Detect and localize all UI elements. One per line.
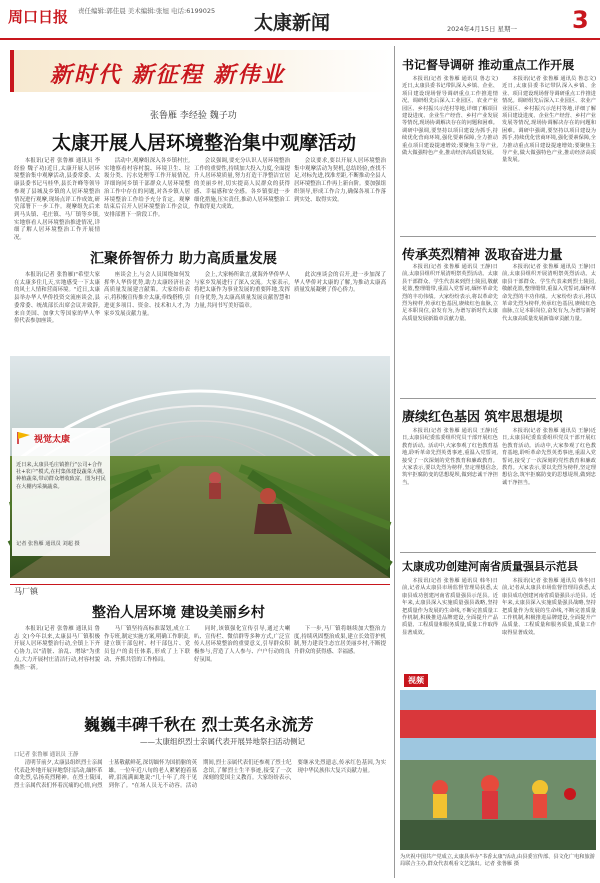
photo-tag: 视觉太康: [34, 435, 71, 445]
right-a4-col-2: 本报讯(记者 张鲁雁 通讯员 韩冬)日前,记者从太康县市场监督管理局获悉,太康县成功创建河南省质量强县示范县。近年来,太康县深入实施质量强县战略,坚持把质量作为发展的生命线,不断完善质量工作机制,积极推进品牌建设,全面提升产品质量、工程质量和服务质量,质量工作取得显著成效。: [502, 578, 596, 636]
lead-col-2: 活动中,观摩组深入各乡镇村庄,实地察看村容村貌、环境卫生、垃圾分类、污水处理等工作开展情况,详细询问乡镇干部群众人居环境整治工作中存在的问题,对各乡镇人居环境整治工作给予充分肯定。观摩结束后召开人居环境整治工作会议,安排部署下一阶段工作。: [104, 158, 190, 218]
lead-authors: 张鲁雁 李经验 魏子功: [150, 111, 237, 121]
video-tag: 视频: [404, 674, 428, 687]
performance-illustration: [400, 690, 596, 850]
article2-col-1: 本报讯(记者 张鲁雁)"希望大家在太康多住几天,实地感受一下太康的风土人情和营商环境。"近日,太康县举办华人华侨投资交流座谈会,县委常委、统战部长出席会议并致辞,来自美国、加拿大等国家的华人华侨代表参加座谈。: [14, 272, 100, 325]
section-ma-col-4: 下一步,马厂镇将继续加大整治力度,持续巩固整治成果,建立长效管护机制,努力建设生态宜居美丽乡村,不断提升群众的获得感、幸福感。: [294, 626, 386, 656]
section-title: 太康新闻: [254, 12, 331, 34]
right-divider-1: [400, 236, 596, 237]
right-a2-headline[interactable]: 传承英烈精神 汲取奋进力量: [402, 248, 563, 263]
feature-subtitle: ——太康组织烈士亲属代表开展异地祭扫活动侧记: [140, 737, 305, 746]
page-number: 3: [572, 6, 589, 34]
right-a3-col-1: 本报讯(记者 张鲁雁 通讯员 王静)近日,太康县纪委监委组织党员干部开展红色教育活动。活动中,大家参观了红色教育基地,聆听革命先烈英勇事迹,重温入党誓词,接受了一次深刻的党性教育和廉政教育。大家表示,要以先烈为榜样,坚定理想信念,筑牢拒腐防变的思想堤坝,做到忠诚干净担当。: [402, 428, 498, 486]
newspaper-logo: 周口日报: [8, 8, 69, 26]
lead-headline[interactable]: 太康开展人居环境整治集中观摩活动: [51, 132, 356, 154]
performance-photo[interactable]: [400, 690, 596, 850]
photo-caption-text: 近日来,太康县毛庄镇推行"公司+合作社+农户"模式,在村集体建设蔬菜大棚,种植蔬菜,带动群众增收致富。图为村民在大棚内采摘蔬菜。: [16, 462, 106, 490]
article2-col-3: 会上,大家畅所欲言,就海外华侨华人与家乡发展进行了深入交流。大家表示,将把太康作为事业发展的重要阵地,发挥自身优势,为太康高质量发展贡献智慧和力量,共同书写美好篇章。: [194, 272, 290, 309]
photo-caption-box: [12, 428, 110, 556]
section-ma-col-3: 同时,该镇强化宣传引导,通过大喇叭、宣传栏、微信群等多种方式,广泛宣传人居环境整治的重要意义,引导群众积极参与,营造了人人参与、户户行动的良好氛围。: [194, 626, 290, 663]
article2-headline[interactable]: 汇聚侨智侨力 助力高质量发展: [90, 251, 277, 267]
photo-credit: 记者 张鲁雁 通讯员 刘超 摄: [16, 541, 80, 547]
section-divider: [10, 584, 390, 585]
right-a3-col-2: 本报讯(记者 张鲁雁 通讯员 王静)近日,太康县纪委监委组织党员干部开展红色教育活动。活动中,大家参观了红色教育基地,聆听革命先烈英勇事迹,重温入党誓词,接受了一次深刻的党性教育和廉政教育。大家表示,要以先烈为榜样,坚定理想信念,筑牢拒腐防变的思想堤坝,做到忠诚干净担当。: [502, 428, 596, 486]
column-divider: [394, 46, 395, 878]
section-ma-col-2: 马厂镇坚持高标准谋划,成立工作专班,制定实施方案,明确工作职责,建立镇干部包村、村干部包片、党员包户的责任体系,形成了上下联动、齐抓共管的工作格局。: [104, 626, 191, 663]
section-ma-col-1: 本报讯(记者 张鲁雁 通讯员 鲁志 文)今年以来,太康县马厂镇积极开展人居环境整治行动,全镇上下齐心协力,以"清脏、治乱、增绿"为重点,大力开展村庄清洁行动,村容村貌焕然一新。: [14, 626, 100, 671]
flag-icon: [16, 430, 32, 444]
lead-col-3: 会议强调,要充分认识人居环境整治工作的重要性,持续加大投入力度,全面提升人居环境质量,努力打造干净整洁宜居的美丽乡村,切实提高人民群众的获得感、幸福感和安全感。各乡镇要进一步细化措施,压实责任,推动人居环境整治工作取得更大成效。: [194, 158, 290, 211]
right-divider-3: [400, 552, 596, 553]
right-a4-headline[interactable]: 太康成功创建河南省质量强县示范县: [402, 560, 578, 573]
right-a2-col-2: 本报讯(记者 张鲁雁 通讯员 王静)日前,太康县组织开展清明祭英烈活动。太康县干部群众、学生代表来到烈士陵园,敬献花篮,整理缎带,重温入党誓词,缅怀革命先烈的丰功伟绩。大家纷纷表示,将以革命先烈为榜样,传承红色基因,赓续红色血脉,立足本职岗位,奋发有为,为谱写新时代太康高质量发展新篇章贡献力量。: [502, 264, 596, 322]
article2-col-4: 此次座谈会的召开,进一步加深了华人华侨对太康的了解,为推动太康高质量发展凝聚了侨心侨力。: [294, 272, 386, 294]
issue-date: 2024年4月15日 星期一: [447, 25, 518, 33]
feature-kicker: 口记者 张鲁雁 通讯员 王静: [14, 752, 79, 758]
section-ma-headline[interactable]: 整治人居环境 建设美丽乡村: [92, 605, 265, 621]
video-caption: 为庆祝中国共产党成立,太康县举办"书香太康"活动,由县委宣传部、县文化广电和旅游局联合主办,群众代表观看文艺演出。记者 张鲁雁 摄: [400, 854, 595, 867]
article2-col-2: 座谈会上,与会人员围绕如何发挥华人华侨优势,助力太康经济社会高质量发展建言献策。大家纷纷表示,将积极宣传推介太康,牵线搭桥,引进更多项目、资金、技术和人才,为家乡发展贡献力量。: [104, 272, 191, 317]
editor-info: 责任编辑:郭佳晨 美术编辑:张旭 电话:6199025: [78, 7, 216, 15]
right-a4-col-1: 本报讯(记者 张鲁雁 通讯员 韩冬)日前,记者从太康县市场监督管理局获悉,太康县成功创建河南省质量强县示范县。近年来,太康县深入实施质量强县战略,坚持把质量作为发展的生命线,不断完善质量工作机制,积极推进品牌建设,全面提升产品质量、工程质量和服务质量,质量工作取得显著成效。: [402, 578, 498, 636]
right-a1-col-1: 本报讯(记者 张鲁雁 通讯员 鲁志文)近日,太康县委书记带队深入乡镇、企业、项目建设现场督导调研重点工作推进情况。调研组先后深入工业园区、农业产业园区、乡村振兴示范村等地,详细了解项目建设进度、企业生产经营、乡村产业发展等情况,现场协调解决存在的问题和困难。调研中强调,要坚持以项目建设为抓手,持续优化营商环境,强化要素保障,全力推动重点项目建设提速增效;要聚焦主导产业,做大做强特色产业,推动经济高质量发展。: [402, 76, 498, 157]
banner-text: 新时代 新征程 新伟业: [50, 62, 286, 88]
feature-body: 清明节前夕,太康县组织烈士亲属代表赴外地开展异地祭扫活动,缅怀革命先烈,弘扬英烈精神。在烈士陵园,烈士亲属代表们怀着沉痛的心情,向烈士墓敬献鲜花,深切缅怀为国捐躯的英雄。一位年近八旬的老人紧紧抱着墓碑,泪流满面地说:"几十年了,终于见到你了。"在场人员无不动容。活动期间,烈士亲属代表们还参观了烈士纪念馆,了解烈士生平事迹,接受了一次深刻的爱国主义教育。大家纷纷表示,要继承先烈遗志,传承红色基因,为实现中华民族伟大复兴贡献力量。: [14, 760, 386, 790]
section-ma-tag: 马厂镇: [14, 587, 38, 596]
theme-banner: [10, 50, 390, 92]
right-a1-col-2: 本报讯(记者 张鲁雁 通讯员 鲁志文)近日,太康县委书记带队深入乡镇、企业、项目建设现场督导调研重点工作推进情况。调研组先后深入工业园区、农业产业园区、乡村振兴示范村等地,详细了解项目建设进度、企业生产经营、乡村产业发展等情况,现场协调解决存在的问题和困难。调研中强调,要坚持以项目建设为抓手,持续优化营商环境,强化要素保障,全力推动重点项目建设提速增效;要聚焦主导产业,做大做强特色产业,推动经济高质量发展。: [502, 76, 596, 164]
masthead: [0, 0, 600, 40]
right-divider-2: [400, 398, 596, 399]
feature-headline[interactable]: 巍巍丰碑千秋在 烈士英名永流芳: [84, 715, 314, 734]
lead-col-1: 本报讯(记者 张鲁雁 通讯员 李经验 魏子功)近日,太康开展人居环境整治集中观摩活动,县委常委、太康县委书记马桂华,县长许峰等领导参观了县城及乡镇的人居环境整治情况进行观摩,现场点评工作成效,研究部署下一步工作。观摩组先后来到马头镇、毛庄镇、马厂镇等乡镇,实地察看人居环境整治推进情况,详细了解人居环境整治工作开展情况。: [14, 158, 100, 242]
right-a2-col-1: 本报讯(记者 张鲁雁 通讯员 王静)日前,太康县组织开展清明祭英烈活动。太康县干部群众、学生代表来到烈士陵园,敬献花篮,整理缎带,重温入党誓词,缅怀革命先烈的丰功伟绩。大家纷纷表示,将以革命先烈为榜样,传承红色基因,赓续红色血脉,立足本职岗位,奋发有为,为谱写新时代太康高质量发展新篇章贡献力量。: [402, 264, 498, 322]
lead-col-4: 会议要求,要以开展人居环境整治集中观摩活动为契机,总结经验,查找不足,对标先进,找准差距,不断推动全县人居环境整治工作再上新台阶。要加强组织领导,形成工作合力,确保各项工作落到实处、取得实效。: [294, 158, 386, 203]
right-a3-headline[interactable]: 赓续红色基因 筑牢思想堤坝: [402, 410, 563, 425]
right-a1-headline[interactable]: 书记督导调研 推动重点工作开展: [402, 58, 575, 72]
